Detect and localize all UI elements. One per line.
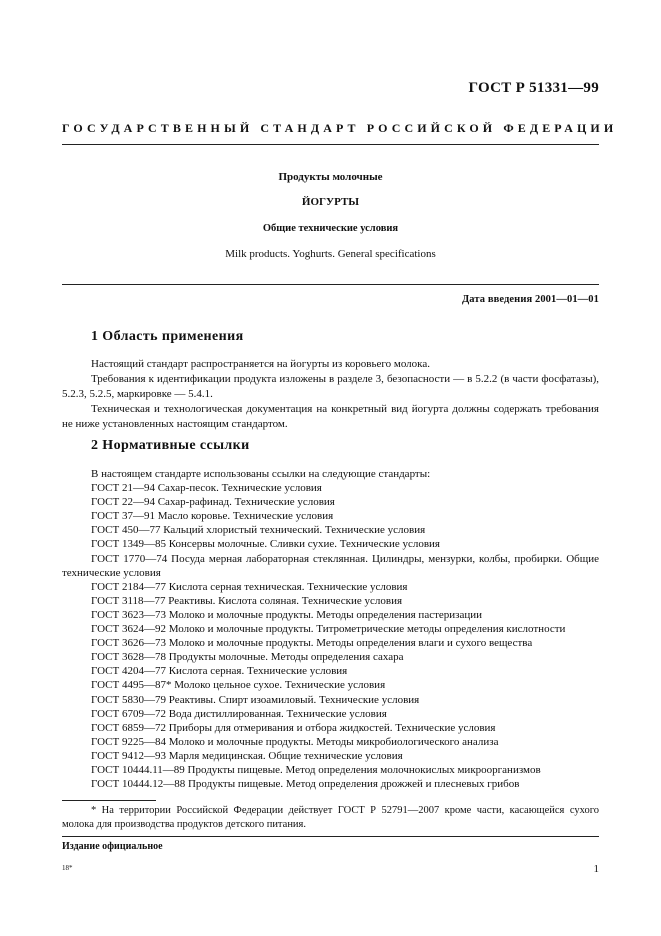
section-2-heading: 2 Нормативные ссылки (91, 438, 250, 453)
reference-item: ГОСТ 3626—73 Молоко и молочные продукты. Методы определения влаги и сухого вещества (91, 637, 533, 650)
signature-mark: 18* (62, 864, 73, 872)
reference-item: ГОСТ 450—77 Кальций хлористый технический. Технические условия (91, 524, 426, 537)
official-edition: Издание официальное (62, 841, 163, 852)
reference-item: ГОСТ 6709—72 Вода дистиллированная. Технические условия (91, 707, 387, 720)
references-list (62, 467, 599, 791)
paragraph: Требования к идентификации продукта изложены в разделе 3, безопасности — в 5.2.2 (в части фосфатазы), 5.2.3, 5.2.5, маркировке — 5.4.1. (62, 373, 599, 400)
reference-item: ГОСТ 4204—77 Кислота серная. Технические условия (91, 665, 348, 678)
reference-item: ГОСТ 6859—72 Приборы для отмеривания и отбора жидкостей. Технические условия (91, 721, 496, 734)
effective-date: Дата введения 2001—01—01 (461, 294, 599, 305)
reference-item: ГОСТ 9412—93 Марля медицинская. Общие технические условия (91, 749, 403, 762)
reference-item: ГОСТ 9225—84 Молоко и молочные продукты. Методы микробиологического анализа (91, 735, 499, 748)
section-1-body (62, 357, 599, 432)
title-rule (62, 284, 599, 285)
top-rule (62, 144, 599, 145)
reference-item: ГОСТ 5830—79 Реактивы. Спирт изоамиловый. Технические условия (91, 693, 420, 706)
reference-item: ГОСТ 22—94 Сахар-рафинад. Технические условия (91, 496, 335, 509)
paragraph: Настоящий стандарт распространяется на йогурты из коровьего молока. (91, 358, 430, 370)
reference-item: ГОСТ 4495—87* Молоко цельное сухое. Технические условия (91, 679, 386, 692)
footnote (62, 804, 599, 832)
footnote-rule (62, 800, 156, 801)
english-title: Milk products. Yoghurts. General specifications (225, 248, 436, 260)
reference-item: ГОСТ 1349—85 Консервы молочные. Сливки сухие. Технические условия (91, 538, 440, 551)
reference-item: ГОСТ 3118—77 Реактивы. Кислота соляная. Технические условия (91, 594, 403, 607)
document-name: ЙОГУРТЫ (301, 196, 360, 208)
reference-item: ГОСТ 37—91 Масло коровье. Технические условия (91, 510, 334, 523)
reference-item: ГОСТ 2184—77 Кислота серная техническая. Технические условия (91, 580, 408, 593)
paragraph: Техническая и технологическая документация на конкретный вид йогурта должны содержать требования не ниже установленных настоящим стандартом. (62, 403, 599, 430)
references-intro: В настоящем стандарте использованы ссылки на следующие стандарты: (91, 468, 431, 480)
section-1-heading: 1 Область применения (91, 329, 244, 344)
footer-rule (62, 836, 599, 837)
reference-item: ГОСТ 10444.11—89 Продукты пищевые. Метод определения молочнокислых микроорганизмов (91, 763, 541, 776)
reference-item: ГОСТ 3623—73 Молоко и молочные продукты. Методы определения пастеризации (91, 608, 483, 621)
reference-item: ГОСТ 3624—92 Молоко и молочные продукты. Титрометрические методы определения кислотности (91, 623, 566, 636)
reference-item: ГОСТ 21—94 Сахар-песок. Технические условия (91, 482, 322, 495)
reference-item: ГОСТ 10444.12—88 Продукты пищевые. Метод определения дрожжей и плесневых грибов (91, 778, 520, 791)
document-subtitle: Общие технические условия (262, 223, 399, 234)
document-subject: Продукты молочные (278, 171, 383, 183)
page-number: 1 (593, 863, 599, 875)
reference-item: ГОСТ 1770—74 Посуда мерная лабораторная стеклянная. Цилиндры, мензурки, колбы, пробирки. Общие технические условия (62, 552, 599, 579)
standard-title: ГОСУДАРСТВЕННЫЙ СТАНДАРТ РОССИЙСКОЙ ФЕДЕРАЦИИ (62, 121, 618, 135)
reference-item: ГОСТ 3628—78 Продукты молочные. Методы определения сахара (91, 651, 404, 664)
document-code: ГОСТ Р 51331—99 (468, 80, 599, 96)
footnote-text: * На территории Российской Федерации действует ГОСТ Р 52791—2007 кроме части, касающейся сухого молока для производства продуктов детского питания. (62, 805, 599, 830)
